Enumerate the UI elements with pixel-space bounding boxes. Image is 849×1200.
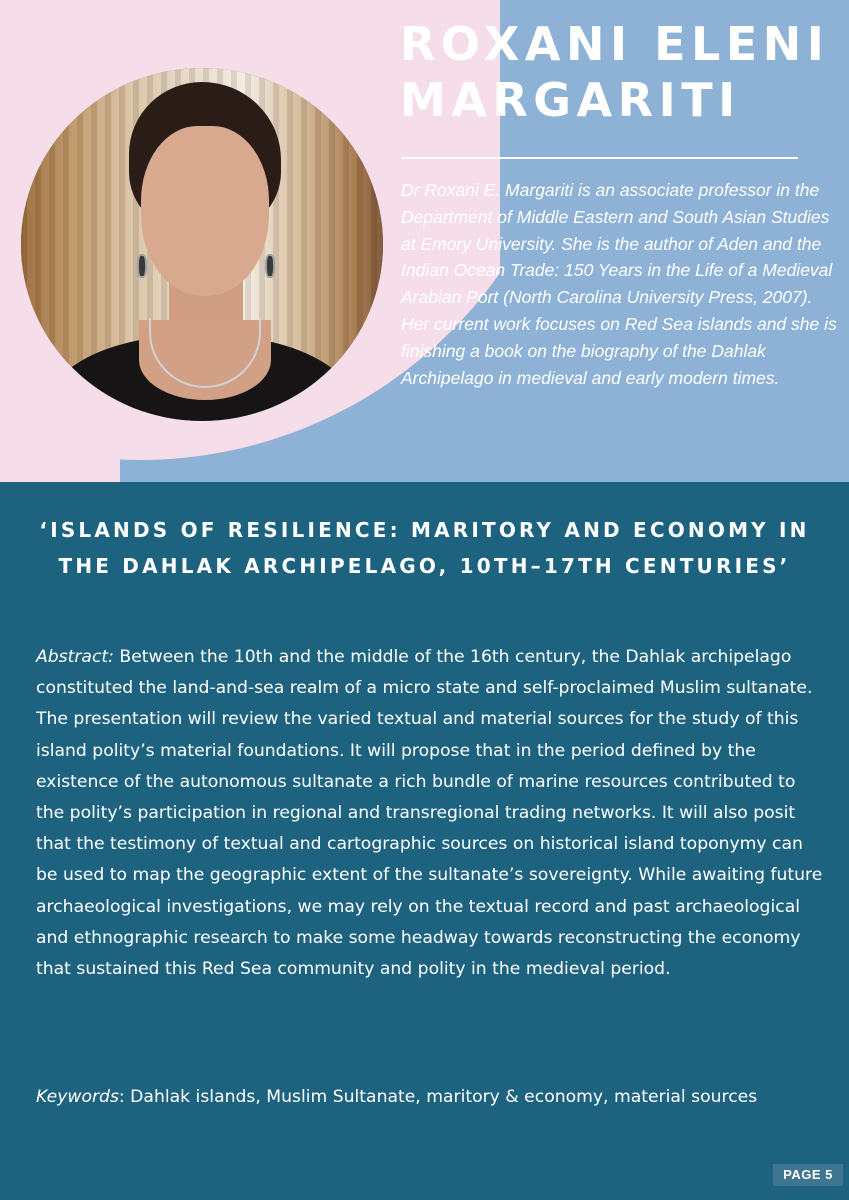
speaker-name-line2: MARGARITI <box>400 73 741 127</box>
keywords-paragraph <box>36 1082 826 1113</box>
talk-title: ‘ISLANDS OF RESILIENCE: MARITORY AND ECONOMY IN THE DAHLAK ARCHIPELAGO, 10TH–17TH CENTURIES’ <box>39 518 810 578</box>
page-number-badge: PAGE 5 <box>773 1164 843 1186</box>
speaker-name-line1: ROXANI ELENI <box>400 17 830 71</box>
speaker-bio: Dr Roxani E. Margariti is an associate professor in the Department of Middle Eastern and South Asian Studies at Emory University. She is the author of Aden and the Indian Ocean Trade: 150 Years in the Life of a Medieval Arabian Port (North Carolina University Press, 2007). Her current work focuses on Red Sea islands and she is finishing a book on the biography of the Dahlak Archipelago in medieval and early modern times. <box>401 180 837 388</box>
keywords-text: : Dahlak islands, Muslim Sultanate, maritory & economy, material sources <box>118 1087 758 1107</box>
keywords-label: Keywords <box>36 1087 119 1107</box>
name-divider <box>402 157 798 159</box>
abstract-text: Between the 10th and the middle of the 16th century, the Dahlak archipelago constituted the land-and-sea realm of a micro state and self-proclaimed Muslim sultanate. The presentation will review the varied textual and material sources for the study of this island polity’s material foundations. It will propose that in the period defined by the existence of the autonomous sultanate a rich bundle of marine resources contributed to the polity’s participation in regional and transregional trading networks. It will also posit that the testimony of textual and cartographic sources on historical island toponymy can be used to map the geographic extent of the sultanate’s sovereignty. While awaiting future archaeological investigations, we may rely on the textual record and past archaeological and ethnographic research to make some headway towards reconstructing the economy that sustained this Red Sea community and polity in the medieval period. <box>36 647 823 980</box>
speaker-name <box>400 16 840 128</box>
abstract-paragraph <box>36 642 826 985</box>
talk-section <box>0 482 849 1200</box>
speaker-header <box>0 0 849 482</box>
abstract-label: Abstract: <box>36 647 114 667</box>
speaker-portrait <box>21 68 383 421</box>
